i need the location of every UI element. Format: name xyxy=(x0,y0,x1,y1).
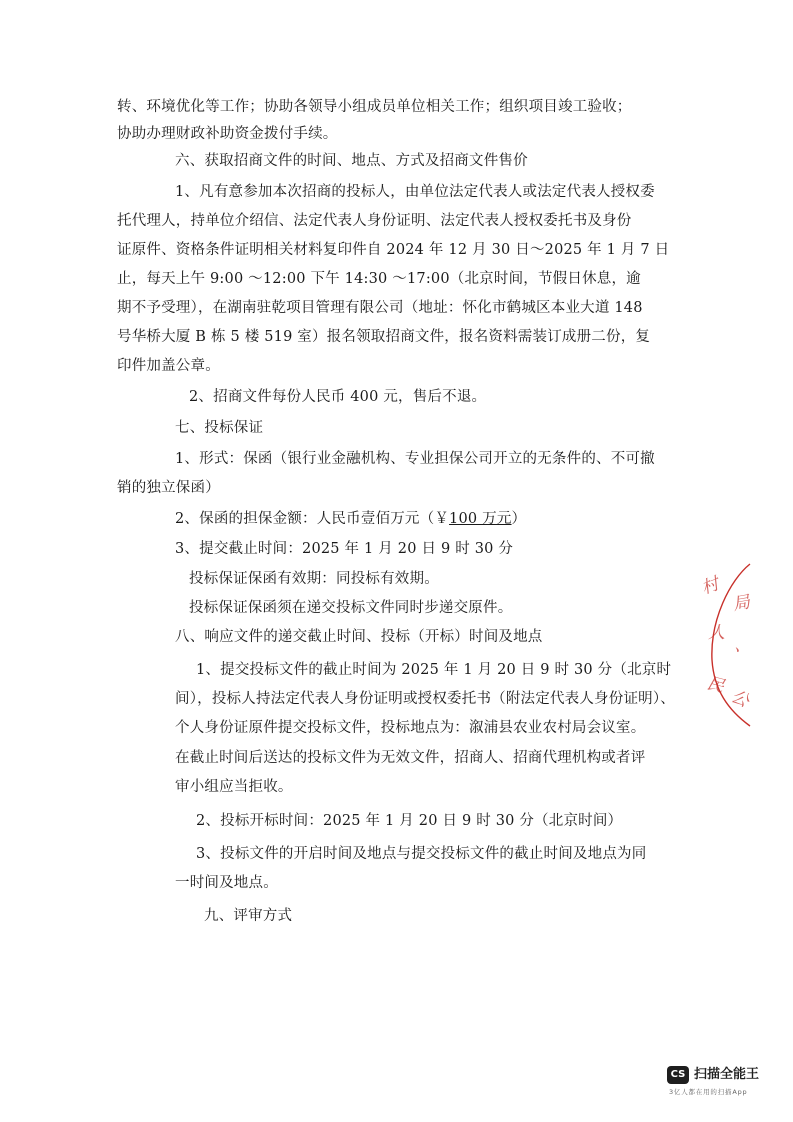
text-line: 2、招商文件每份人民币 400 元，售后不退。 xyxy=(189,389,487,405)
seal-char: 村 xyxy=(698,574,722,599)
guarantee-amount-label: 2、保函的担保金额：人民币壹佰万元（￥ xyxy=(175,511,450,527)
text-line: 间），投标人持法定代表人身份证明或授权委托书（附法定代表人身份证明）、 xyxy=(175,691,675,707)
text-line: 投标保证保函有效期：同投标有效期。 xyxy=(189,571,439,587)
text-line: 2、投标开标时间：2025 年 1 月 20 日 9 时 30 分（北京时间） xyxy=(196,813,623,829)
guarantee-amount-close: ） xyxy=(511,511,527,527)
text-line: 转、环境优化等工作；协助各领导小组成员单位相关工作；组织项目竣工验收； xyxy=(117,99,632,115)
text-line: 1、提交投标文件的截止时间为 2025 年 1 月 20 日 9 时 30 分（北京时 xyxy=(196,662,672,678)
scanner-watermark xyxy=(667,1066,779,1100)
red-seal-stamp xyxy=(690,560,760,730)
text-line: 审小组应当拒收。 xyxy=(175,779,293,795)
seal-char: 人 xyxy=(708,623,725,643)
text-line: 个人身份证原件提交投标文件，投标地点为：溆浦县农业农村局会议室。 xyxy=(175,720,646,736)
text-line: 印件加盖公章。 xyxy=(117,358,220,374)
seal-char: 、 xyxy=(733,635,754,658)
seal-char: 公 xyxy=(727,686,752,712)
guarantee-amount-value: 100 万元 xyxy=(449,511,512,527)
text-line: 投标保证保函须在递交投标文件同时步递交原件。 xyxy=(189,600,513,616)
text-line: 托代理人，持单位介绍信、法定代表人身份证明、法定代表人授权委托书及身份 xyxy=(117,213,632,229)
watermark-title: 扫描全能王 xyxy=(694,1067,760,1082)
text-line: 协助办理财政补助资金拨付手续。 xyxy=(117,126,338,142)
text-line: 3、提交截止时间：2025 年 1 月 20 日 9 时 30 分 xyxy=(175,541,514,557)
text-line: 号华桥大厦 B 栋 5 楼 519 室）报名领取招商文件，报名资料需装订成册二份，复 xyxy=(117,329,651,345)
text-line: 期不予受理），在湖南驻乾项目管理有限公司（地址：怀化市鹤城区本业大道 148 xyxy=(117,300,643,316)
text-line: 1、形式：保函（银行业金融机构、专业担保公司开立的无条件的、不可撤 xyxy=(175,451,655,467)
text-line xyxy=(175,509,526,529)
text-line: 一时间及地点。 xyxy=(175,875,278,891)
text-line: 销的独立保函） xyxy=(117,480,220,496)
watermark-subtitle: 3亿人都在用的扫描App xyxy=(669,1088,748,1096)
text-line: 证原件、资格条件证明相关材料复印件自 2024 年 12 月 30 日～2025 年 1 月 7 日 xyxy=(117,242,670,258)
camscanner-logo-icon: CS xyxy=(667,1066,689,1084)
seal-char: 民 xyxy=(704,673,727,698)
text-line: 3、投标文件的开启时间及地点与提交投标文件的截止时间及地点为同 xyxy=(196,846,647,862)
seal-char: 局 xyxy=(731,592,752,615)
section-heading: 八、响应文件的递交截止时间、投标（开标）时间及地点 xyxy=(175,629,543,645)
text-line: 1、凡有意参加本次招商的投标人，由单位法定代表人或法定代表人授权委 xyxy=(175,184,655,200)
text-line: 在截止时间后送达的投标文件为无效文件，招商人、招商代理机构或者评 xyxy=(175,750,646,766)
section-heading: 九、评审方式 xyxy=(204,908,293,924)
section-heading: 七、投标保证 xyxy=(175,420,264,436)
section-heading: 六、获取招商文件的时间、地点、方式及招商文件售价 xyxy=(175,153,528,169)
text-line: 止，每天上午 9:00 ～12:00 下午 14:30 ～17:00（北京时间，节假日休息，逾 xyxy=(117,271,641,287)
